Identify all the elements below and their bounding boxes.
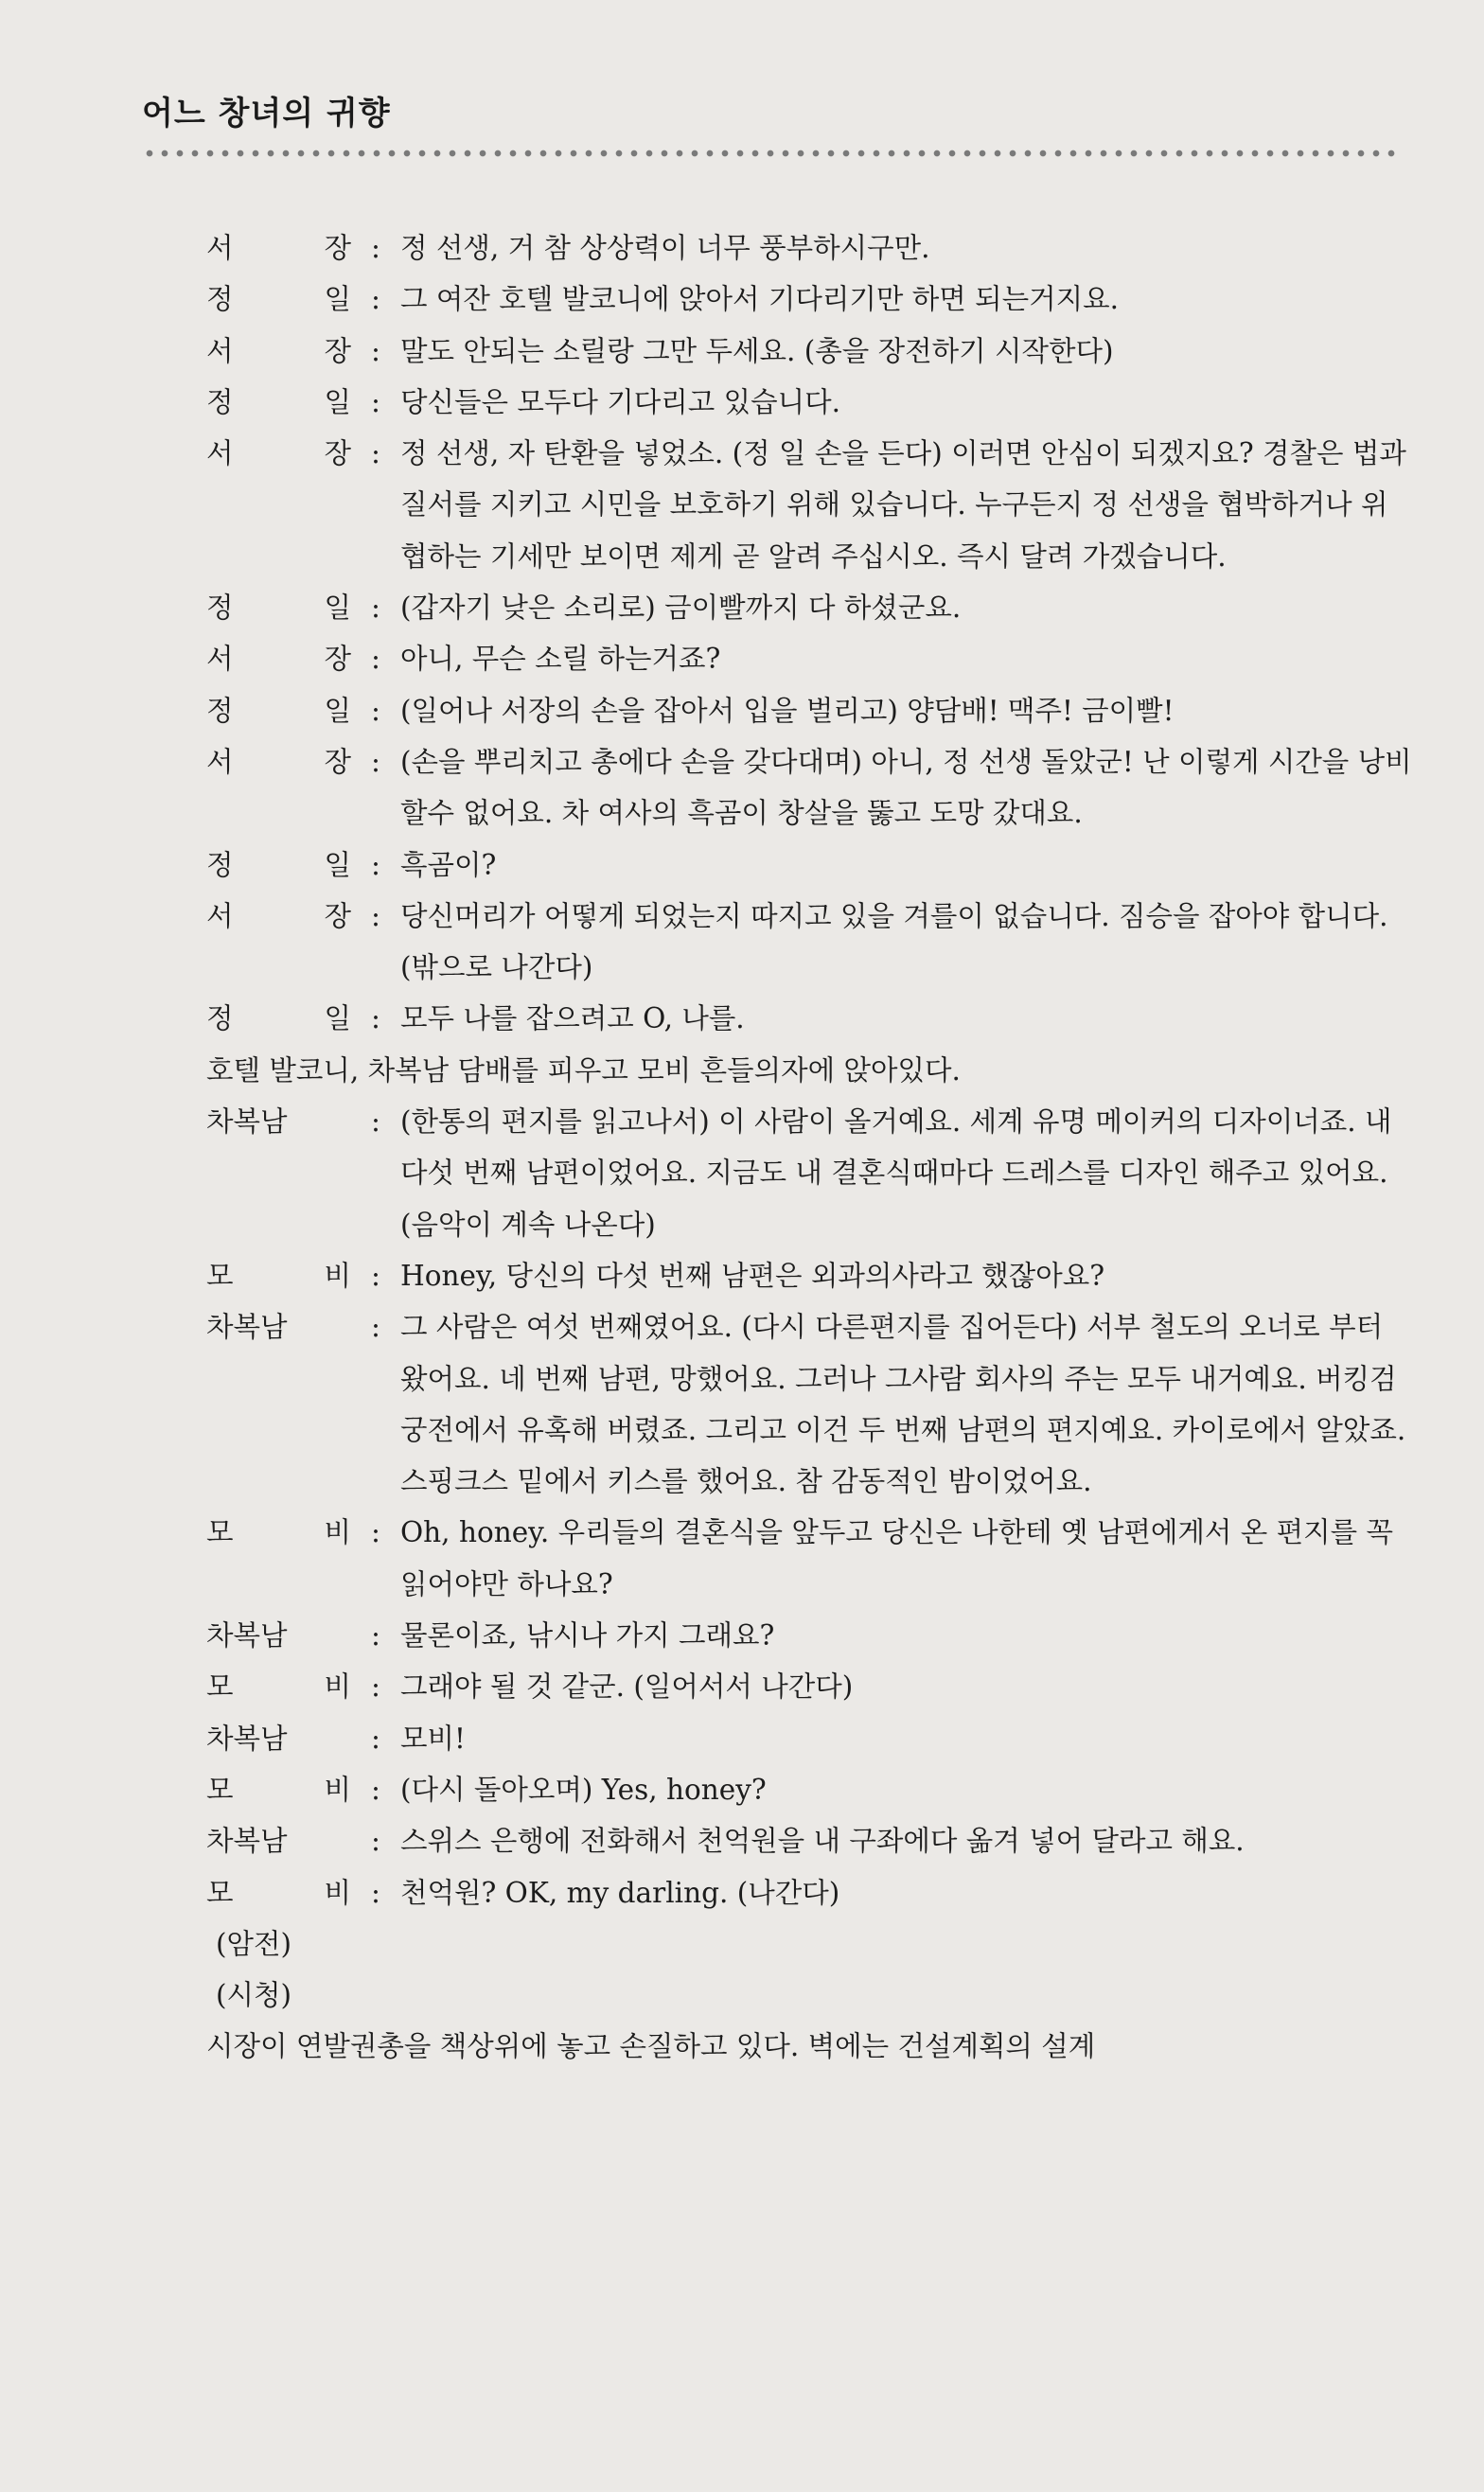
dialogue-line [206,736,1413,840]
speaker-name: 차복남 [206,1619,288,1652]
speaker-colon: : [371,1311,380,1344]
speaker-name: 서 장 [206,899,351,932]
dialogue-line [206,1507,1413,1610]
dialogue-line [206,428,1413,582]
dialogue-text: 그래야 될 것 같군. (일어서서 나간다) [400,1670,854,1704]
speaker-colon: : [371,592,380,625]
speaker-colon: : [371,694,380,727]
dialogue-text: 모비! [400,1722,466,1755]
dialogue-line [206,377,1413,428]
dialogue-text: 모두 나를 잡으려고 O, 나를. [400,1002,745,1035]
speaker-name: 차복남 [206,1311,288,1344]
speaker-name: 서 장 [206,437,351,470]
speaker-colon: : [371,643,380,676]
dialogue-line [206,1096,1413,1250]
speaker-colon: : [371,1670,380,1704]
speaker-name: 정 일 [206,848,351,881]
speaker-name: 모 비 [206,1259,351,1292]
dialogue-text: 천억원? OK, my darling. (나간다) [400,1876,840,1909]
speaker-colon: : [371,1619,380,1652]
dialogue-line [206,1713,1413,1764]
stage-direction: 호텔 발코니, 차복남 담배를 피우고 모비 흔들의자에 앉아있다. [206,1053,961,1087]
speaker-colon: : [371,1876,380,1909]
dialogue-line [206,993,1413,1044]
speaker-colon: : [371,437,380,470]
speaker-colon: : [371,283,380,316]
speaker-name: 모 비 [206,1516,351,1549]
dialogue-line [206,1764,1413,1815]
dialogue-text: 물론이죠, 낚시나 가지 그래요? [400,1619,775,1652]
dialogue-text: 당신머리가 어떻게 되었는지 따지고 있을 겨를이 없습니다. 짐승을 잡아야 합니다. (밖으로 나간다) [400,899,1388,984]
script-body [206,222,1413,2073]
speaker-name: 정 일 [206,592,351,625]
speaker-name: 정 일 [206,694,351,727]
speaker-colon: : [371,1773,380,1806]
dialogue-line [206,582,1413,633]
speaker-colon: : [371,385,380,418]
speaker-colon: : [371,1002,380,1035]
scene-mark-city-hall: (시청) [216,1979,292,2012]
running-title: 어느 창녀의 귀향 [142,95,391,133]
dialogue-text: (갑자기 낮은 소리로) 금이빨까지 다 하셨군요. [400,592,962,625]
dialogue-line [206,685,1413,736]
dialogue-text: 아니, 무슨 소릴 하는거죠? [400,643,721,676]
dialogue-line [206,1610,1413,1661]
speaker-colon: : [371,1105,380,1139]
dialogue-text: Oh, honey. 우리들의 결혼식을 앞두고 당신은 나한테 옛 남편에게서 온 편지를 꼭 읽어야만 하나요? [400,1516,1393,1600]
speaker-name: 차복남 [206,1722,288,1755]
speaker-colon: : [371,1825,380,1858]
dialogue-text: (일어나 서장의 손을 잡아서 입을 벌리고) 양담배! 맥주! 금이빨! [400,694,1175,727]
dialogue-line [206,1815,1413,1866]
dialogue-line [206,1250,1413,1301]
speaker-name: 모 비 [206,1670,351,1704]
speaker-name: 차복남 [206,1825,288,1858]
speaker-name: 서 장 [206,643,351,676]
speaker-name: 서 장 [206,232,351,264]
speaker-name: 모 비 [206,1773,351,1806]
dialogue-text: (다시 돌아오며) Yes, honey? [400,1773,767,1806]
speaker-name: 정 일 [206,1002,351,1035]
speaker-name: 정 일 [206,283,351,316]
speaker-colon: : [371,1516,380,1549]
speaker-name: 정 일 [206,385,351,418]
dialogue-text: 스위스 은행에 전화해서 천억원을 내 구좌에다 옮겨 넣어 달라고 해요. [400,1825,1245,1858]
dialogue-text: 흑곰이? [400,848,497,881]
dialogue-line [206,1661,1413,1712]
speaker-colon: : [371,334,380,367]
speaker-name: 차복남 [206,1105,288,1139]
dialogue-line [206,1301,1413,1507]
speaker-colon: : [371,1259,380,1292]
dialogue-text: (한통의 편지를 읽고나서) 이 사람이 올거예요. 세계 유명 메이커의 디자이너죠. 내 다섯 번째 남편이었어요. 지금도 내 결혼식때마다 드레스를 디자인 해주고 있어요. (음악이 계속 나온다) [400,1105,1392,1241]
dialogue-text: (손을 뿌리치고 총에다 손을 갖다대며) 아니, 정 선생 돌았군! 난 이렇게 시간을 낭비할수 없어요. 차 여사의 흑곰이 창살을 뚫고 도망 갔대요. [400,745,1412,830]
dialogue-line [206,326,1413,377]
dialogue-text: 정 선생, 거 참 상상력이 너무 풍부하시구만. [400,232,930,264]
speaker-name: 모 비 [206,1876,351,1909]
dialogue-text: Honey, 당신의 다섯 번째 남편은 외과의사라고 했잖아요? [400,1259,1105,1292]
speaker-name: 서 장 [206,334,351,367]
dialogue-text: 당신들은 모두다 기다리고 있습니다. [400,385,840,418]
dialogue-line [206,840,1413,891]
dialogue-line [206,1867,1413,1918]
dialogue-line [206,891,1413,994]
speaker-colon: : [371,848,380,881]
page-header [142,87,1410,160]
dialogue-text: 그 여잔 호텔 발코니에 앉아서 기다리기만 하면 되는거지요. [400,283,1119,316]
speaker-colon: : [371,899,380,932]
dialogue-line [206,222,1413,274]
speaker-name: 서 장 [206,745,351,778]
dialogue-text: 그 사람은 여섯 번째였어요. (다시 다른편지를 집어든다) 서부 철도의 오너로 부터 왔어요. 네 번째 남편, 망했어요. 그러나 그사람 회사의 주는 모두 내거예요. 버킹검 궁전에서 유혹해 버렸죠. 그리고 이건 두 번째 남편의 편지예요. 카이로에서 알았죠. 스핑크스 밑에서 키스를 했어요. 참 감동적인 밤이었어요. [400,1311,1406,1498]
speaker-colon: : [371,745,380,778]
dialogue-line [206,274,1413,325]
dotted-divider [142,147,1401,160]
scene-mark-blackout: (암전) [216,1927,292,1960]
dialogue-text: 정 선생, 자 탄환을 넣었소. (정 일 손을 든다) 이러면 안심이 되겠지요? 경찰은 법과 질서를 지키고 시민을 보호하기 위해 있습니다. 누구든지 정 선생을 협박하거나 위협하는 기세만 보이면 제게 곧 알려 주십시오. 즉시 달려 가겠습니다. [400,437,1406,573]
dialogue-text: 말도 안되는 소릴랑 그만 두세요. (총을 장전하기 시작한다) [400,334,1114,367]
dialogue-line [206,633,1413,684]
speaker-colon: : [371,232,380,264]
closing-stage-direction: 시장이 연발권총을 책상위에 놓고 손질하고 있다. 벽에는 건설계획의 설계 [206,2030,1096,2063]
speaker-colon: : [371,1722,380,1755]
